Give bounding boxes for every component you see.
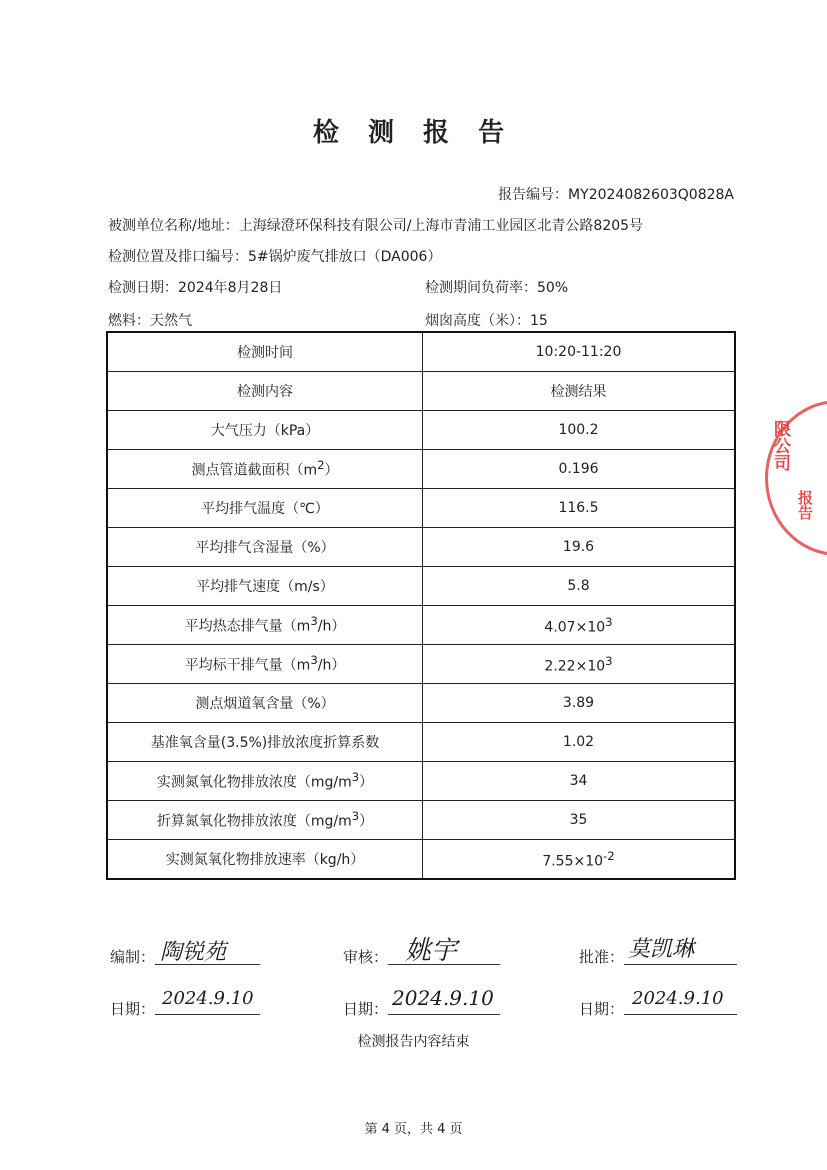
table-row: [107, 840, 735, 880]
approve-signature: 莫凯琳: [628, 937, 695, 962]
item-cell: 平均排气速度（m/s）: [107, 567, 423, 606]
load-rate: 检测期间负荷率：50%: [425, 280, 569, 296]
review-signature: 姚宇: [405, 936, 458, 966]
table-row: [107, 567, 735, 606]
item-cell: 折算氮氧化物排放浓度$(mg/m^3)$: [107, 801, 423, 840]
approve-date-line: [624, 1014, 737, 1015]
value-cell: 100.2: [423, 411, 736, 450]
tested-unit: 被测单位名称/地址：上海绿澄环保科技有限公司/上海市青浦工业园区北青公路8205号: [108, 218, 644, 234]
item-cell: 大气压力（kPa）: [107, 411, 423, 450]
item-cell: 实测氮氧化物排放浓度$(mg/m^3)$: [107, 762, 423, 801]
approve-date-label: 日期：: [579, 1000, 625, 1018]
value-cell: 1.02: [423, 723, 736, 762]
table-row: [107, 332, 735, 372]
value-cell: 116.5: [423, 489, 736, 528]
edit-date: 2024.9.10: [162, 988, 254, 1009]
table-row: [107, 450, 735, 489]
value-cell: 34: [423, 762, 736, 801]
value-cell: $4.07\times 10^3$: [423, 606, 736, 645]
item-cell: 平均热态排气量$(m^3/h)$: [107, 606, 423, 645]
item-cell: 测点烟道氧含量（%）: [107, 684, 423, 723]
edit-date-label: 日期：: [110, 1000, 156, 1018]
fuel: 燃料：天然气: [108, 313, 192, 329]
item-cell: 平均标干排气量$(m^3/h)$: [107, 645, 423, 684]
value-cell: 0.196: [423, 450, 736, 489]
table-row: [107, 411, 735, 450]
test-date: 检测日期：2024年8月28日: [108, 280, 283, 296]
table-row: [107, 645, 735, 684]
value-cell: $7.55\times 10^{-2}$: [423, 840, 736, 880]
table-row: [107, 684, 735, 723]
value-cell: $2.22\times 10^3$: [423, 645, 736, 684]
report-number: 报告编号：MY2024082603Q0828A: [498, 187, 734, 203]
time-value: 10:20-11:20: [423, 332, 736, 372]
review-date-label: 日期：: [343, 1000, 389, 1018]
value-cell: 19.6: [423, 528, 736, 567]
item-cell: 实测氮氧化物排放速率（kg/h）: [107, 840, 423, 880]
item-cell: 基准氧含量(3.5%)排放浓度折算系数: [107, 723, 423, 762]
end-text: 检测报告内容结束: [357, 1034, 470, 1050]
seal-text-1: 限公司: [770, 420, 790, 471]
table-row: [107, 489, 735, 528]
table-row: [107, 528, 735, 567]
review-label: 审核：: [343, 948, 389, 966]
time-label: 检测时间: [107, 332, 423, 372]
chimney-height: 烟囱高度（米）：15: [425, 313, 548, 329]
table-row: [107, 762, 735, 801]
table-row: [107, 723, 735, 762]
approve-date: 2024.9.10: [632, 988, 724, 1009]
review-date-line: [388, 1014, 500, 1015]
edit-signature: 陶锐苑: [160, 940, 227, 965]
result-header: 检测结果: [423, 372, 736, 411]
table-row: [107, 606, 735, 645]
table-row: [107, 801, 735, 840]
seal-text-2: 报告: [796, 490, 814, 520]
test-position: 检测位置及排口编号：5#锅炉废气排放口（DA006）: [108, 249, 442, 265]
edit-label: 编制：: [110, 948, 156, 966]
value-cell: 3.89: [423, 684, 736, 723]
report-title: 检 测 报 告: [312, 118, 515, 148]
table-header-row: [107, 372, 735, 411]
value-cell: 35: [423, 801, 736, 840]
item-cell: 平均排气含湿量（%）: [107, 528, 423, 567]
page-footer: 第 4 页，共 4 页: [364, 1122, 463, 1137]
value-cell: 5.8: [423, 567, 736, 606]
item-cell: 测点管道截面积$(m^2)$: [107, 450, 423, 489]
edit-date-line: [155, 1014, 260, 1015]
approve-label: 批准：: [579, 948, 625, 966]
item-cell: 平均排气温度（℃）: [107, 489, 423, 528]
results-table: [106, 331, 736, 880]
review-date: 2024.9.10: [392, 986, 494, 1010]
approve-sign-line: [624, 964, 737, 965]
content-header: 检测内容: [107, 372, 423, 411]
